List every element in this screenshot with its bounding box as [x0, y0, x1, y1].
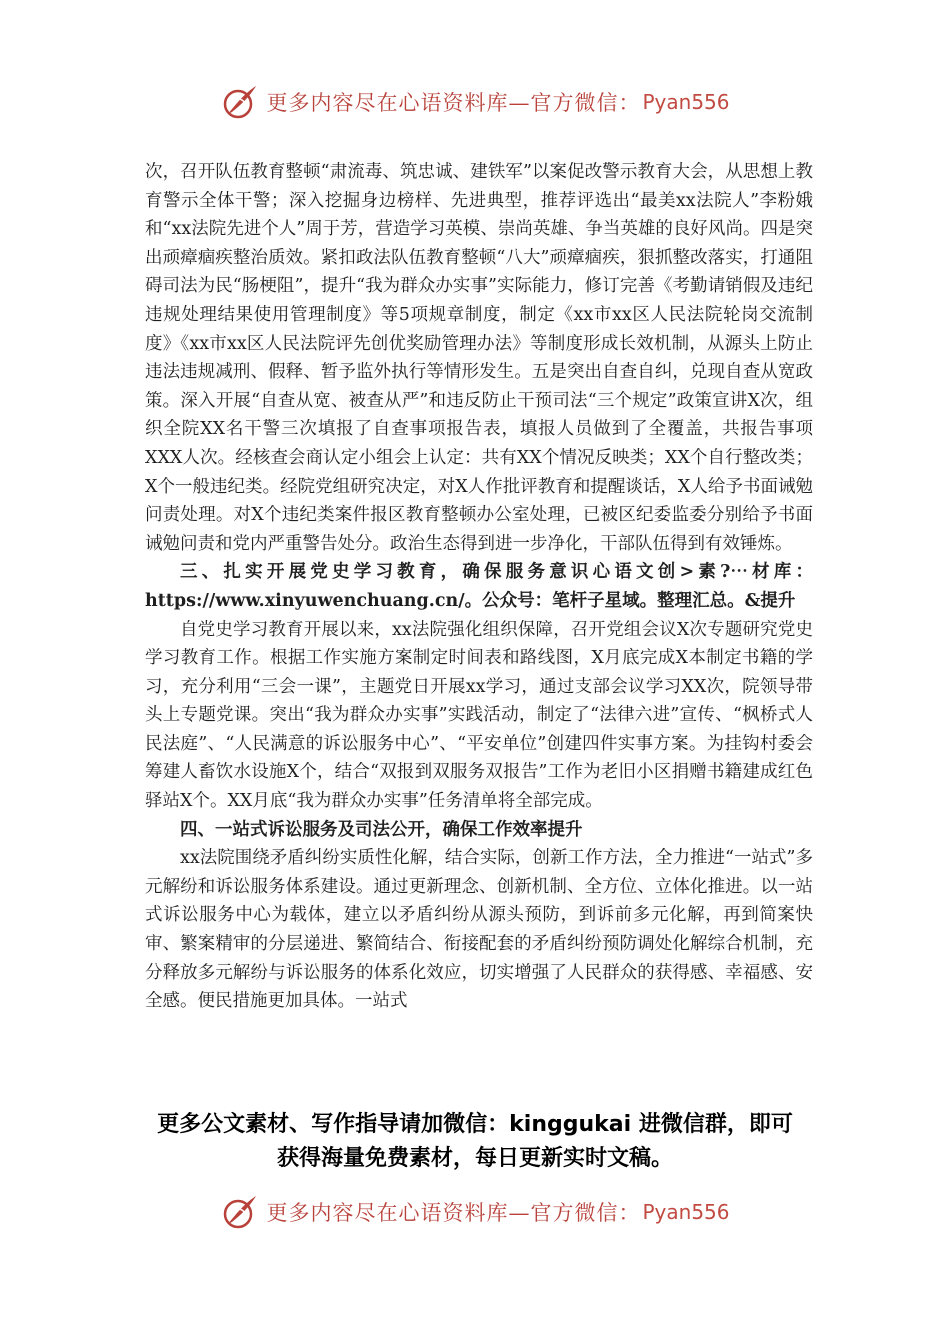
promo-line-1: 更多公文素材、写作指导请加微信：kinggukai 进微信群，即可 [157, 1112, 793, 1137]
document-body [145, 158, 813, 1016]
body-paragraph: 自党史学习教育开展以来，xx法院强化组织保障，召开党组会议X次专题研究党史学习教育工作。根据工作实施方案制定时间表和路线图，X月底完成X本制定书籍的学习，充分利用“三会一课”，主题党日开展xx学习，通过支部会议学习XX次，院领导带头上专题党课。突出“我为群众办实事”实践活动，制定了“法律六进”宣传、“枫桥式人民法庭”、“人民满意的诉讼服务中心”、“平安单位”创建四件实事方案。为挂钩村委会筹建人畜饮水设施X个，结合“双报到双服务双报告”工作为老旧小区捐赠书籍建成红色驿站X个。XX月底“我为群众办实事”任务清单将全部完成。 [145, 619, 813, 812]
section-heading-3: 三、扎实开展党史学习教育，确保服务意识心语文创>素?⋯材库：https://www.xinyuwenchuang.cn/。公众号：笔杆子星域。整理汇总。&提升 [145, 562, 813, 611]
watermark-wechat-id: Pyan556 [642, 90, 730, 114]
watermark-wechat-id: Pyan556 [642, 1200, 730, 1224]
promo-line-2: 获得海量免费素材，每日更新实时文稿。 [276, 1146, 673, 1171]
body-paragraph: 次，召开队伍教育整顿“肃流毒、筑忠诚、建铁军”以案促改警示教育大会，从思想上教育警示全体干警；深入挖掘身边榜样、先进典型，推荐评选出“最美xx法院人”李粉娥和“xx法院先进个人”周于芳，营造学习英模、崇尚英雄、争当英雄的良好风尚。四是突出顽瘴痼疾整治质效。紧扣政法队伍教育整顿“八大”顽瘴痼疾，狠抓整改落实，打通阻碍司法为民“肠梗阻”，提升“我为群众办实事”实际能力，修订完善《考勤请销假及违纪违规处理结果使用管理制度》等5项规章制度，制定《xx市xx区人民法院轮岗交流制度》《xx市xx区人民法院评先创优奖励管理办法》等制度形成长效机制，从源头上防止违法违规减刑、假释、暂予监外执行等情形发生。五是突出自查自纠，兑现自查从宽政策。深入开展“自查从宽、被查从严”和违反防止干预司法“三个规定”政策宣讲X次，组织全院XX名干警三次填报了自查事项报告表，填报人员做到了全覆盖，共报告事项XXX人次。经核查会商认定小组会上认定：共有XX个情况反映类；XX个自行整改类；X个一般违纪类。经院党组研究决定，对X人作批评教育和提醒谈话，X人给予书面诫勉问责处理。对X个违纪类案件报区教育整顿办公室处理，已被区纪委监委分别给予书面诫勉问责和党内严重警告处分。政治生态得到进一步净化，干部队伍得到有效锤炼。 [145, 162, 813, 554]
watermark-text: 更多内容尽在心语资料库—官方微信： [266, 91, 641, 115]
watermark-header [0, 80, 950, 124]
section-heading-4: 四、一站式诉讼服务及司法公开，确保工作效率提升 [180, 819, 583, 840]
promo-banner [0, 1108, 950, 1176]
watermark-text: 更多内容尽在心语资料库—官方微信： [266, 1201, 641, 1225]
watermark-footer [0, 1190, 950, 1234]
quill-pen-logo-icon [220, 1192, 260, 1232]
quill-pen-logo-icon [220, 82, 260, 122]
body-paragraph: xx法院围绕矛盾纠纷实质性化解，结合实际，创新工作方法，全力推进“一站式”多元解纷和诉讼服务体系建设。通过更新理念、创新机制、全方位、立体化推进。以一站式诉讼服务中心为载体，建立以矛盾纠纷从源头预防，到诉前多元化解，再到简案快审、繁案精审的分层递进、繁简结合、衔接配套的矛盾纠纷预防调处化解综合机制，充分释放多元解纷与诉讼服务的体系化效应，切实增强了人民群众的获得感、幸福感、安全感。便民措施更加具体。一站式 [145, 848, 813, 1012]
